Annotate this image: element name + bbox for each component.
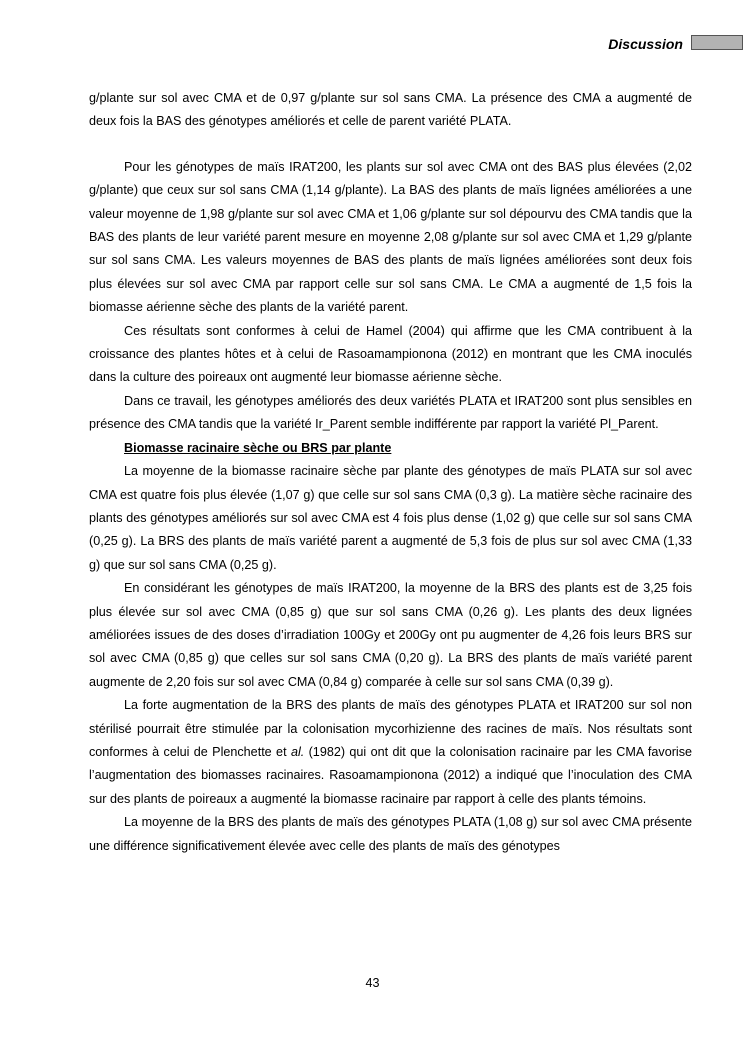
paragraph-8: La moyenne de la BRS des plants de maïs des génotypes PLATA (1,08 g) sur sol avec CMA présente une différence significativement élevée avec celle des plants de maïs des génotypes bbox=[89, 815, 692, 853]
paragraph-2: Pour les génotypes de maïs IRAT200, les plants sur sol avec CMA ont des BAS plus élevées (2,02 g/plante) que ceux sur sol sans CMA (1,14 g/plante). La BAS des plants de maïs lignées améliorées a une valeur moyenne de 1,98 g/plante sur sol avec CMA et 1,06 g/plante sur sol dépourvu des CMA tandis que la BAS des plants de leur variété parent mesure en moyenne 2,08 g/plante sur sol avec CMA et 1,29 g/plante sur sol sans CMA. Les valeurs moyennes de BAS des plants de maïs lignées améliorées sont deux fois plus élevées sur sol avec CMA par rapport celle sur sol sans CMA. Le CMA a augmenté de 1,5 fois la biomasse aérienne sèche des plants de la variété parent. bbox=[89, 159, 692, 315]
paragraph-3: Ces résultats sont conformes à celui de Hamel (2004) qui affirme que les CMA contribuent à la croissance des plantes hôtes et à celui de Rasoamampionona (2012) en montrant que les CMA inoculés dans la culture des poireaux ont augmenté leur biomasse aérienne sèche. bbox=[89, 323, 692, 385]
section-header-title: Discussion bbox=[608, 36, 683, 52]
page-number: 43 bbox=[365, 976, 380, 990]
paragraph-7-part-1: La forte augmentation de la BRS des plants de maïs des génotypes PLATA et IRAT200 sur sol non stérilisé pourrait être stimulée par la colonisation mycorhizienne des racines de maïs. Nos résultats sont conformes à celui de Plenchette et bbox=[89, 698, 692, 759]
paragraph-spacer bbox=[89, 134, 692, 156]
paragraph-4: Dans ce travail, les génotypes améliorés des deux variétés PLATA et IRAT200 sont plus sensibles en présence des CMA tandis que la variété Ir_Parent semble indifférente par rapport la variété Pl_Parent. bbox=[89, 393, 692, 432]
paragraph-5: La moyenne de la biomasse racinaire sèche par plante des génotypes de maïs PLATA sur sol avec CMA est quatre fois plus élevée (1,07 g) que celle sur sol sans CMA (0,3 g). La matière sèche racinaire des plants des génotypes améliorés sur sol avec CMA est 4 fois plus dense (1,02 g) que celle sur sol sans CMA (0,25 g). La BRS des plants de maïs variété parent a augmenté de 5,3 fois de plus sur sol avec CMA (1,33 g) que sur sol sans CMA (0,25 g). bbox=[89, 464, 692, 572]
header-decoration-box bbox=[691, 35, 743, 50]
subheading-paragraph bbox=[89, 437, 692, 460]
subheading-brs: Biomasse racinaire sèche ou BRS par plante bbox=[124, 440, 392, 455]
paragraph-6: En considérant les génotypes de maïs IRAT200, la moyenne de la BRS des plants est de 3,25 fois plus élevée sur sol avec CMA (0,85 g) que sur sol sans CMA (0,26 g). Les plants des deux lignées améliorées issues de des doses d’irradiation 100Gy et 200Gy ont pu augmenter de 4,26 fois leurs BRS sur sol avec CMA (0,85 g) que celles sur sol sans CMA (0,20 g). La BRS des plants de maïs variété parent augmente de 2,20 fois sur sol avec CMA (0,84 g) comparée à celle sur sol sans CMA (0,39 g). bbox=[89, 581, 692, 689]
paragraph-1: g/plante sur sol avec CMA et de 0,97 g/plante sur sol sans CMA. La présence des CMA a augmenté de deux fois la BAS des génotypes améliorés et celle de parent variété PLATA. bbox=[89, 91, 692, 129]
citation-al: al. bbox=[290, 744, 305, 759]
document-body bbox=[89, 87, 692, 858]
paragraph-7-part-2: (1982) qui ont dit que la colonisation racinaire par les CMA favorise l’augmentation des biomasses racinaires. Rasoamampionona (2012) a indiqué que l’inoculation des CMA sur des plants de poireaux a augmenté la biomasse racinaire par rapport à celle des plants témoins. bbox=[89, 744, 692, 806]
paragraph-7 bbox=[89, 694, 692, 811]
